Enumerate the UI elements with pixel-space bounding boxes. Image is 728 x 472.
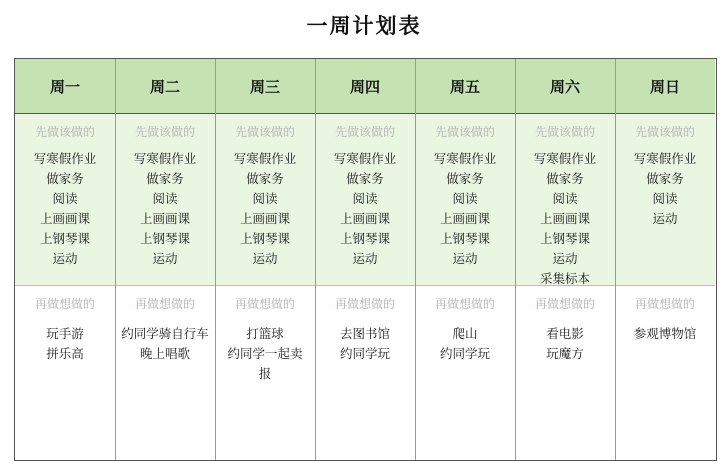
want-to-do-item: 玩魔方 (546, 346, 584, 361)
day-column (415, 59, 515, 460)
day-header: 周六 (515, 59, 615, 114)
must-do-item: 运动 (52, 251, 78, 266)
want-to-do-section (515, 286, 615, 460)
must-do-item: 写寒假作业 (133, 151, 197, 166)
want-to-do-item: 报 (258, 366, 272, 381)
must-do-item: 做家务 (446, 171, 484, 186)
day-column (115, 59, 215, 460)
must-do-item: 写寒假作业 (533, 151, 597, 166)
want-to-do-section (115, 286, 215, 460)
must-do-item: 写寒假作业 (333, 151, 397, 166)
day-header: 周五 (415, 59, 515, 114)
day-header: 周四 (315, 59, 415, 114)
must-do-item: 做家务 (546, 171, 584, 186)
must-do-item: 上钢琴课 (39, 231, 90, 246)
must-do-item: 阅读 (252, 191, 278, 206)
want-to-do-section (615, 286, 715, 460)
want-to-do-item: 约同学玩 (339, 346, 390, 361)
must-do-section (615, 114, 715, 286)
want-to-do-item: 去图书馆 (339, 326, 390, 341)
want-to-do-item: 打篮球 (246, 326, 284, 341)
must-do-item: 写寒假作业 (433, 151, 497, 166)
want-to-do-label: 再做想做的 (634, 297, 695, 311)
must-do-label: 先做该做的 (134, 125, 195, 139)
want-to-do-item: 拼乐高 (46, 346, 84, 361)
want-to-do-item: 看电影 (546, 326, 584, 341)
column-divider (415, 59, 416, 460)
must-do-item: 做家务 (146, 171, 184, 186)
day-column (515, 59, 615, 460)
must-do-item: 阅读 (152, 191, 178, 206)
must-do-item: 上画画课 (39, 211, 90, 226)
column-divider (615, 59, 616, 460)
day-header: 周三 (215, 59, 315, 114)
day-column (15, 59, 115, 460)
day-header: 周一 (15, 59, 115, 114)
column-divider (115, 59, 116, 460)
must-do-section (15, 114, 115, 286)
must-do-section (215, 114, 315, 286)
want-to-do-label: 再做想做的 (34, 297, 95, 311)
must-do-item: 阅读 (552, 191, 578, 206)
want-to-do-item: 参观博物馆 (633, 326, 697, 341)
must-do-item: 上画画课 (139, 211, 190, 226)
must-do-item: 写寒假作业 (33, 151, 97, 166)
must-do-item: 做家务 (246, 171, 284, 186)
day-column (215, 59, 315, 460)
want-to-do-label: 再做想做的 (534, 297, 595, 311)
column-divider (315, 59, 316, 460)
want-to-do-label: 再做想做的 (434, 297, 495, 311)
must-do-item: 写寒假作业 (633, 151, 697, 166)
want-to-do-item: 约同学一起卖 (227, 346, 303, 361)
must-do-item: 运动 (352, 251, 378, 266)
must-do-item: 上钢琴课 (239, 231, 290, 246)
must-do-label: 先做该做的 (34, 125, 95, 139)
must-do-item: 上画画课 (339, 211, 390, 226)
want-to-do-label: 再做想做的 (134, 297, 195, 311)
want-to-do-label: 再做想做的 (334, 297, 395, 311)
must-do-section (315, 114, 415, 286)
must-do-label: 先做该做的 (534, 125, 595, 139)
must-do-item: 做家务 (646, 171, 684, 186)
want-to-do-section (415, 286, 515, 460)
must-do-item: 上画画课 (239, 211, 290, 226)
day-column (315, 59, 415, 460)
must-do-item: 上画画课 (439, 211, 490, 226)
must-do-item: 阅读 (652, 191, 678, 206)
column-divider (515, 59, 516, 460)
must-do-label: 先做该做的 (234, 125, 295, 139)
must-do-item: 做家务 (346, 171, 384, 186)
day-column (615, 59, 715, 460)
page-title: 一周计划表 (306, 14, 422, 38)
want-to-do-section (15, 286, 115, 460)
must-do-item: 运动 (252, 251, 278, 266)
want-to-do-item: 约同学骑自行车 (121, 326, 209, 341)
must-do-item: 做家务 (46, 171, 84, 186)
must-do-item: 上钢琴课 (139, 231, 190, 246)
must-do-label: 先做该做的 (434, 125, 495, 139)
must-do-section (515, 114, 615, 286)
want-to-do-item: 玩手游 (46, 326, 84, 341)
must-do-item: 阅读 (352, 191, 378, 206)
must-do-item: 阅读 (52, 191, 78, 206)
must-do-item: 写寒假作业 (233, 151, 297, 166)
must-do-item: 上钢琴课 (339, 231, 390, 246)
must-do-item: 上钢琴课 (439, 231, 490, 246)
must-do-section (115, 114, 215, 286)
weekly-plan-table (14, 58, 717, 461)
day-header: 周二 (115, 59, 215, 114)
must-do-item: 采集标本 (539, 271, 590, 286)
must-do-item: 运动 (452, 251, 478, 266)
must-do-item: 运动 (552, 251, 578, 266)
must-do-item: 运动 (652, 211, 678, 226)
must-do-label: 先做该做的 (334, 125, 395, 139)
must-do-item: 阅读 (452, 191, 478, 206)
must-do-item: 上画画课 (539, 211, 590, 226)
want-to-do-item: 爬山 (452, 326, 478, 341)
want-to-do-item: 晚上唱歌 (139, 346, 190, 361)
must-do-item: 运动 (152, 251, 178, 266)
want-to-do-section (215, 286, 315, 460)
want-to-do-item: 约同学玩 (439, 346, 490, 361)
must-do-label: 先做该做的 (634, 125, 695, 139)
must-do-item: 上钢琴课 (539, 231, 590, 246)
column-divider (215, 59, 216, 460)
want-to-do-label: 再做想做的 (234, 297, 295, 311)
must-do-section (415, 114, 515, 286)
day-header: 周日 (615, 59, 715, 114)
want-to-do-section (315, 286, 415, 460)
